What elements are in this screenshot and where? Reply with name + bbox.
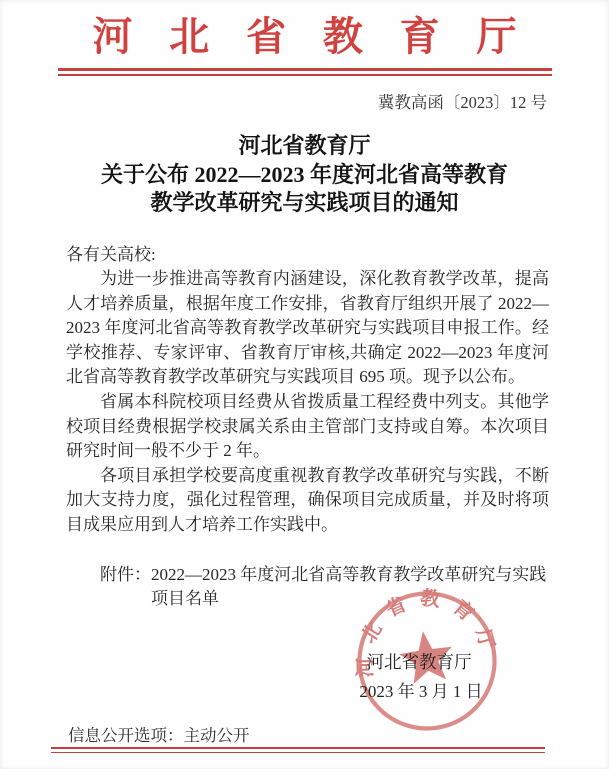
signature-agency: 河北省教育厅 xyxy=(366,652,472,672)
letterhead-divider xyxy=(58,68,552,76)
footer-divider xyxy=(51,747,545,753)
body-paragraph: 为进一步推进高等教育内涵建设，深化教育教学改革，提高人才培养质量，根据年度工作安排，省教育厅组织开展了 2022—2023 年度河北省高等教育教学改革研究与实践项目申报工作。经学校推荐、专家评审、省教育厅审核,共确定 2022—2023 年度河北省高等教育教学改革研究与实践项目 695 项。现予以公布。 xyxy=(66,269,549,387)
salutation: 各有关高校: xyxy=(66,244,156,264)
info-disclosure: 信息公开选项：主动公开 xyxy=(68,726,250,745)
doc-number: 冀教高函〔2023〕12 号 xyxy=(377,93,547,112)
notice-title-line-2: 关于公布 2022—2023 年度河北省高等教育 xyxy=(100,161,508,187)
seal-text: 河北省教育厅 xyxy=(354,586,501,678)
notice-title-line-3: 教学改革研究与实践项目的通知 xyxy=(150,190,459,215)
notice-title xyxy=(0,132,609,218)
signature-date: 2023 年 3 月 1 日 xyxy=(359,682,483,701)
body-paragraph: 各项目承担学校要高度重视教育教学改革研究与实践，不断加大支持力度，强化过程管理，确保项目完成质量，并及时将项目成果应用到人才培养工作实践中。 xyxy=(66,465,549,535)
attachment-label: 附件： xyxy=(100,564,151,584)
notice-body xyxy=(66,243,549,538)
notice-title-line-1: 河北省教育厅 xyxy=(238,133,371,158)
attachment-line-1: 2022—2023 年度河北省高等教育教学改革研究与实践 xyxy=(151,564,547,584)
attachment-line-2: 项目名单 xyxy=(151,589,219,609)
body-paragraph: 省属本科院校项目经费从省拨质量工程经费中列支。其他学校项目经费根据学校隶属关系由主管部门支持或自筹。本次项目研究时间一般不少于 2 年。 xyxy=(66,392,549,461)
letterhead-agency-name: 河北省教育厅 xyxy=(92,14,554,59)
